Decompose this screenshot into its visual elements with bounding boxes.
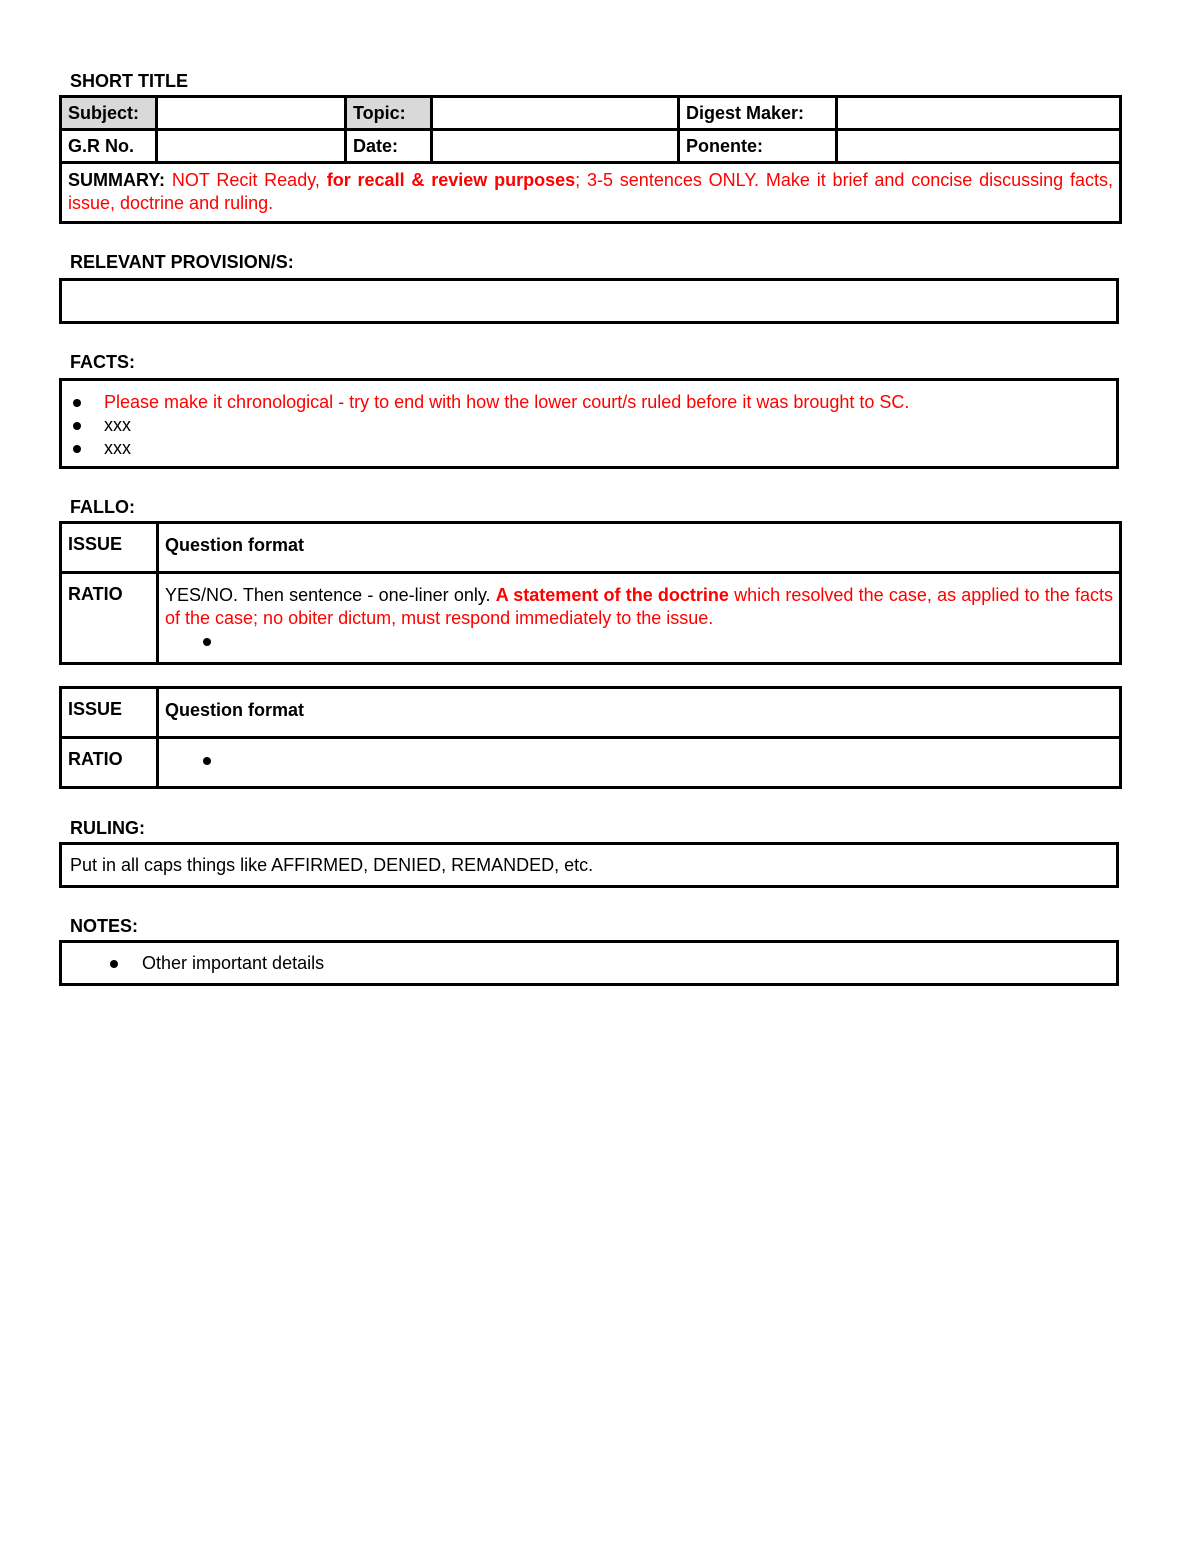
notes-item (62, 952, 1116, 975)
facts-item (62, 414, 1116, 437)
bullet-icon (203, 638, 211, 646)
facts-item-text: xxx (104, 438, 131, 458)
fallo-block-2 (59, 686, 1122, 789)
subject-field[interactable] (157, 97, 346, 130)
fallo-heading: FALLO: (70, 497, 135, 517)
relevant-provisions-heading: RELEVANT PROVISION/S: (70, 252, 294, 272)
gr-no-field[interactable] (157, 130, 346, 163)
bullet-icon (73, 422, 81, 430)
ruling-box[interactable] (59, 842, 1119, 888)
issue-label: ISSUE (61, 523, 158, 573)
bullet-icon (73, 399, 81, 407)
subject-label: Subject: (61, 97, 157, 130)
relevant-provisions-box[interactable] (59, 278, 1119, 324)
notes-box[interactable] (59, 940, 1119, 986)
summary-text-emphasis: for recall & review purposes (326, 170, 576, 190)
facts-item (62, 437, 1116, 460)
ratio-text-1: YES/NO. Then sentence - one-liner only. (165, 585, 496, 605)
ponente-label: Ponente: (679, 130, 837, 163)
gr-no-label: G.R No. (61, 130, 157, 163)
ratio-label: RATIO (61, 738, 158, 788)
date-label: Date: (346, 130, 432, 163)
summary-text-1: NOT Recit Ready, (165, 170, 327, 190)
bullet-icon (110, 960, 118, 968)
issue-text[interactable]: Question format (158, 688, 1121, 738)
facts-heading: FACTS: (70, 352, 135, 372)
facts-item (62, 391, 1116, 414)
summary-text-2: ; 3-5 sentences ONLY. Make it brief and concise discussing facts, issue, doctrine and ruling. (68, 170, 1114, 213)
ruling-text: Put in all caps things like AFFIRMED, DENIED, REMANDED, etc. (70, 855, 594, 875)
issue-text[interactable]: Question format (158, 523, 1121, 573)
facts-item-text: Please make it chronological - try to end with how the lower court/s ruled before it was brought to SC. (104, 392, 910, 412)
fallo-block-1 (59, 521, 1122, 665)
ruling-heading: RULING: (70, 818, 145, 838)
notes-item-text: Other important details (142, 953, 325, 973)
case-info-table (59, 95, 1122, 224)
ratio-label: RATIO (61, 573, 158, 664)
ratio-text-2: which resolved the case, as applied to the facts of the case; no obiter dictum, must respond immediately to the issue. (165, 585, 1114, 628)
ratio-cell[interactable] (158, 738, 1121, 788)
topic-label: Topic: (346, 97, 432, 130)
bullet-icon (73, 445, 81, 453)
digest-maker-label: Digest Maker: (679, 97, 837, 130)
facts-list (62, 391, 1116, 460)
summary-label: SUMMARY: (68, 170, 165, 190)
ponente-field[interactable] (837, 130, 1121, 163)
facts-box[interactable] (59, 378, 1119, 469)
facts-item-text: xxx (104, 415, 131, 435)
bullet-icon (203, 757, 211, 765)
notes-heading: NOTES: (70, 916, 139, 936)
summary-cell[interactable] (61, 163, 1121, 223)
notes-list (62, 943, 1116, 975)
date-field[interactable] (432, 130, 679, 163)
ratio-text-emphasis: A statement of the doctrine (495, 585, 729, 605)
case-digest-template (59, 70, 1119, 986)
short-title-heading: SHORT TITLE (70, 71, 188, 91)
topic-field[interactable] (432, 97, 679, 130)
digest-maker-field[interactable] (837, 97, 1121, 130)
ratio-cell[interactable] (158, 573, 1121, 664)
issue-label: ISSUE (61, 688, 158, 738)
